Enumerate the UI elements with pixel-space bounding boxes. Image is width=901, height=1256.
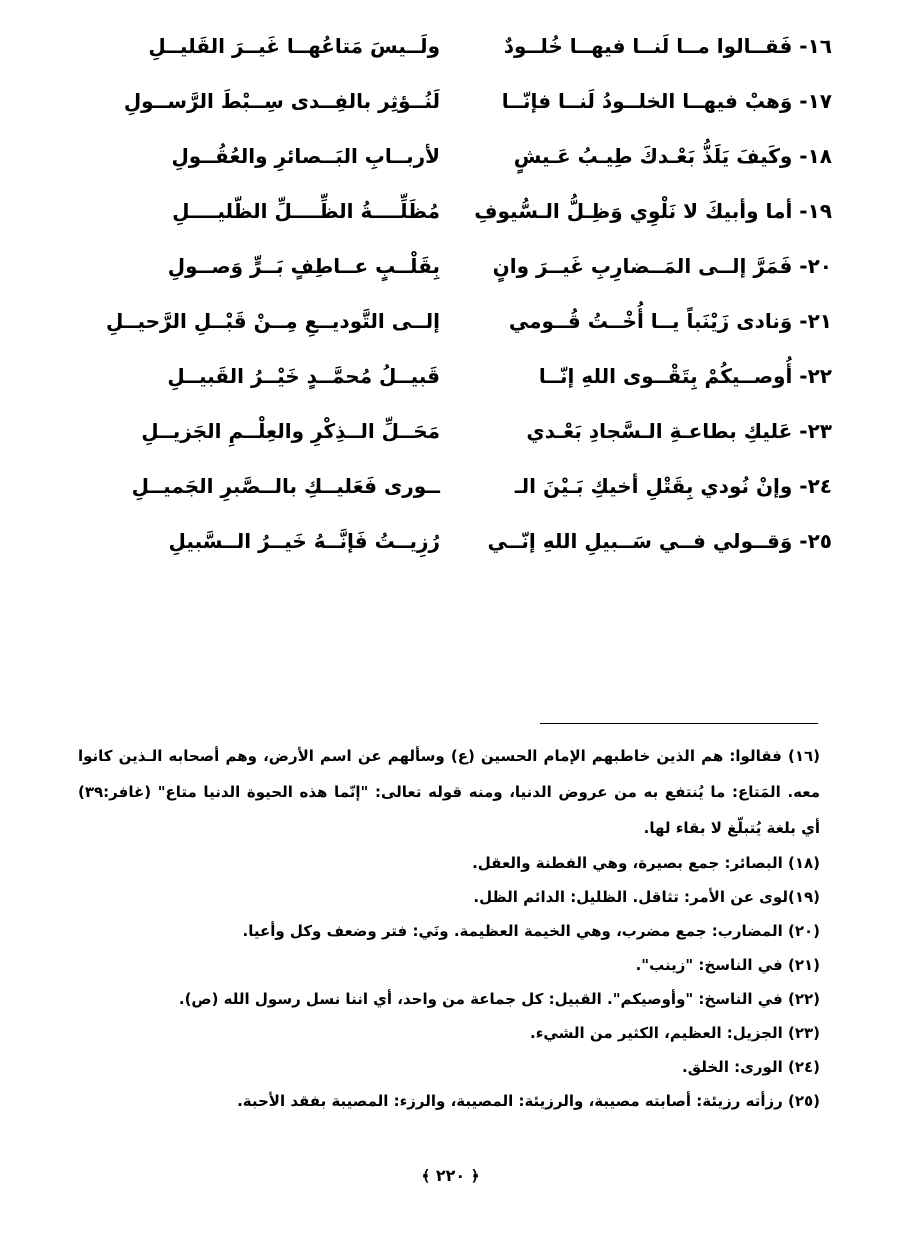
footnote-23: (٢٣) الجزيل: العظيم، الكثير من الشيء. bbox=[530, 1024, 820, 1042]
poem bbox=[70, 20, 832, 570]
verse-first-hemistich: ٢١- وَنادى زَيْنَباً يــا أُخْــتُ قُــومي bbox=[508, 309, 832, 333]
verse-first-hemistich: ٢٠- فَمَرَّ إلــى المَــضارِبِ غَيــرَ وانٍ bbox=[492, 254, 832, 278]
verse-second-hemistich: مَحَــلِّ الــذِكْرِ والعِلْــمِ الجَزيــلِ bbox=[141, 419, 440, 443]
verse-16 bbox=[70, 20, 832, 75]
page-number-value: ٢٢٠ bbox=[435, 1166, 466, 1185]
verse-first-hemistich: ١٨- وكَيفَ يَلَذُّ بَعْـدكَ طِيـبُ عَـيشٍ bbox=[513, 144, 832, 168]
verse-17 bbox=[70, 75, 832, 130]
verse-second-hemistich: ــورى فَعَليــكِ بالــصَّبرِ الجَميــلِ bbox=[131, 474, 440, 498]
verse-first-hemistich: ١٦- فَقــالوا مــا لَنــا فيهــا خُلــودٌ bbox=[503, 34, 832, 58]
footnote-25: (٢٥) رزأته رزيئة: أصابته مصيبة، والرزيئة: المصيبة، والرزء: المصيبة بفقد الأحبة. bbox=[237, 1092, 820, 1110]
footnote-16: (١٦) فقالوا: هم الذين خاطبهم الإمام الحسين (ع) وسألهم عن اسم الأرض، وهم أصحابه الـذين كانوا معه. المَتاع: ما يُنتفع به من عروض الدنيا، ومنه قوله تعالى: "إنّما هذه الحيوة الدنيا متاع" (غافر:٣٩) أي بلغة يُتبلّغ لا بقاء لها. bbox=[78, 747, 820, 837]
verse-second-hemistich: رُزِيــتُ فَإنَّــهُ خَيــرُ الــسَّبيلِ bbox=[168, 529, 440, 553]
verse-23 bbox=[70, 405, 832, 460]
verse-second-hemistich: إلــى التَّوديــعِ مِــنْ قَبْــلِ الرَّحيــلِ bbox=[105, 309, 440, 333]
verse-second-hemistich: لَنُــؤثِر بالفِــدى سِــبْطَ الرَّســولِ bbox=[123, 89, 440, 113]
footnote-24: (٢٤) الورى: الخلق. bbox=[682, 1058, 820, 1076]
verse-first-hemistich: ١٧- وَهبْ فيهــا الخلــودُ لَنــا فإنّــا bbox=[501, 89, 832, 113]
footnote-20: (٢٠) المضارب: جمع مضرب، وهي الخيمة العظيمة. ونَي: فتر وضعف وكل وأعيا. bbox=[242, 922, 820, 940]
verse-second-hemistich: بِقَلْــبٍ عــاطِفٍ بَــرٍّ وَصــولِ bbox=[167, 254, 440, 278]
ornament-bracket-icon: ﴿ bbox=[470, 1167, 480, 1185]
verse-second-hemistich: قَبيــلُ مُحمَّــدٍ خَيْــرُ القَبيــلِ bbox=[167, 364, 440, 388]
footnote-18: (١٨) البصائر: جمع بصيرة، وهي الفطنة والعقل. bbox=[472, 854, 820, 872]
verse-second-hemistich: لأربــابِ البَــصائرِ والعُقُــولِ bbox=[171, 144, 440, 168]
verse-first-hemistich: ٢٥- وَقــولي فــي سَــبيلِ اللهِ إنّــي bbox=[487, 529, 832, 553]
verse-20 bbox=[70, 240, 832, 295]
ornament-bracket-icon: ﴾ bbox=[421, 1167, 431, 1185]
footnote-19: (١٩)لوى عن الأمر: تثاقل. الظليل: الدائم الظل. bbox=[473, 888, 820, 906]
verse-first-hemistich: ٢٤- وإنْ نُودي بِقَتْلِ أخيكِ بَـيْنَ الـ bbox=[514, 474, 832, 498]
verse-first-hemistich: ٢٢- أُوصــيكُمْ بِتَقْــوى اللهِ إنّــا bbox=[538, 364, 832, 388]
verse-18 bbox=[70, 130, 832, 185]
footnote-22: (٢٢) في الناسخ: "وأوصيكم". القبيل: كل جماعة من واحد، أي اننا نسل رسول الله (ص). bbox=[178, 990, 820, 1008]
page-number bbox=[0, 1166, 901, 1185]
footnotes bbox=[78, 738, 820, 1118]
verse-22 bbox=[70, 350, 832, 405]
verse-25 bbox=[70, 515, 832, 570]
footnote-separator bbox=[540, 723, 818, 724]
verse-21 bbox=[70, 295, 832, 350]
verse-19 bbox=[70, 185, 832, 240]
verse-first-hemistich: ٢٣- عَليكِ بطاعـةِ الـسَّجادِ بَعْـدي bbox=[526, 419, 832, 443]
verse-first-hemistich: ١٩- أما وأبيكَ لا نَلْوِي وَظِـلُّ الـسُّيوفِ bbox=[474, 199, 832, 223]
verse-second-hemistich: ولَــيسَ مَتاعُهــا غَيــرَ القَليــلِ bbox=[148, 34, 440, 58]
verse-24 bbox=[70, 460, 832, 515]
footnote-21: (٢١) في الناسخ: "زينب". bbox=[635, 956, 820, 974]
verse-second-hemistich: مُظَلِّــــةُ الظِّــــلِّ الظّليــــلِ bbox=[172, 199, 440, 223]
